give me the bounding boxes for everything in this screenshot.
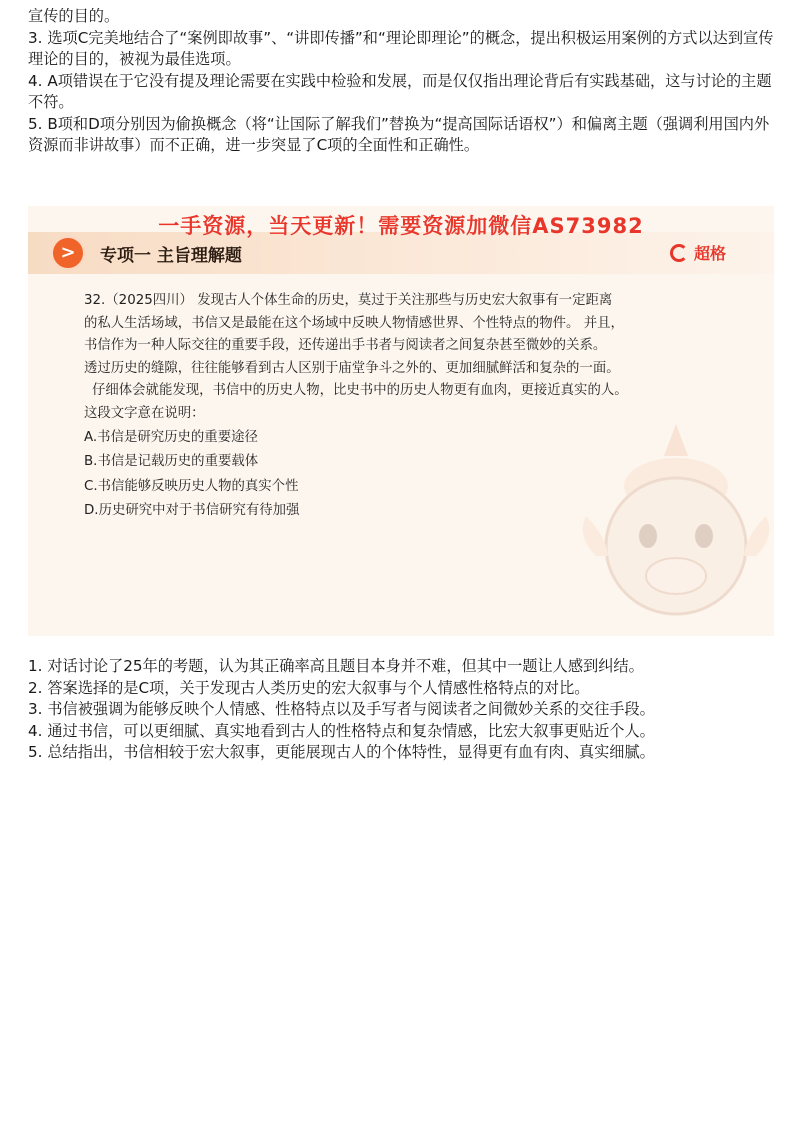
brand-logo bbox=[670, 241, 726, 264]
question-line: 的私人生活场域，书信又是最能在这个场域中反映人物情感世界、个性特点的物件。 并且， bbox=[84, 315, 624, 331]
question-stem bbox=[84, 290, 744, 426]
question-slide-image bbox=[28, 206, 774, 636]
summary-text bbox=[28, 656, 776, 764]
summary-line: 2. 答案选择的是C项，关于发现古人类历史的宏大叙事与个人情感性格特点的对比。 bbox=[28, 678, 590, 697]
answer-options bbox=[84, 426, 299, 524]
option-a: A.书信是研究历史的重要途径 bbox=[84, 430, 258, 445]
option-c: C.书信能够反映历史人物的真实个性 bbox=[84, 478, 299, 494]
section-title: 专项一 主旨理解题 bbox=[100, 246, 242, 266]
intro-line: 4. A项错误在于它没有提及理论需要在实践中检验和发展，而是仅仅指出理论背后有实践基础，这与讨论的主题不符。 bbox=[28, 71, 772, 111]
logo-text: 超格 bbox=[693, 244, 726, 263]
promo-banner: 一手资源，当天更新！需要资源加微信AS73982 bbox=[158, 214, 644, 238]
question-line: 书信作为一种人际交往的重要手段，还传递出手书者与阅读者之间复杂甚至微妙的关系。 bbox=[84, 338, 607, 354]
chevron-right-icon: > bbox=[50, 235, 86, 271]
summary-line: 4. 通过书信，可以更细腻、真实地看到古人的性格特点和复杂情感，比宏大叙事更贴近个人。 bbox=[28, 721, 655, 740]
option-d: D.历史研究中对于书信研究有待加强 bbox=[84, 503, 300, 519]
summary-line: 5. 总结指出，书信相较于宏大叙事，更能展现古人的个体特性，显得更有血有肉、真实细腻。 bbox=[28, 743, 655, 761]
summary-line: 1. 对话讨论了25年的考题，认为其正确率高且题目本身并不难，但其中一题让人感到纠结。 bbox=[28, 657, 644, 675]
unicorn-mascot-icon bbox=[576, 416, 774, 636]
option-b: B.书信是记载历史的重要载体 bbox=[84, 454, 259, 470]
question-line: 32.（2025四川） 发现古人个体生命的历史，莫过于关注那些与历史宏大叙事有一定距离 bbox=[84, 293, 613, 308]
question-prompt: 这段文字意在说明： bbox=[84, 405, 205, 421]
summary-line: 3. 书信被强调为能够反映个人情感、性格特点以及手写者与阅读者之间微妙关系的交往手段。 bbox=[28, 700, 655, 718]
intro-line: 5. B项和D项分别因为偷换概念（将“让国际了解我们”替换为“提高国际话语权”）和偏离主题（强调利用国内外资源而非讲故事）而不正确，进一步突显了C项的全面性和正确性。 bbox=[28, 114, 770, 154]
question-line: 透过历史的缝隙，往往能够看到古人区别于庙堂争斗之外的、更加细腻鲜活和复杂的一面。 bbox=[84, 360, 620, 376]
intro-line: 宣传的目的。 bbox=[28, 7, 120, 25]
logo-mark-icon bbox=[670, 244, 688, 262]
intro-text bbox=[28, 6, 776, 157]
intro-line: 3. 选项C完美地结合了“案例即故事”、“讲即传播”和“理论即理论”的概念，提出积极运用案例的方式以达到宣传理论的目的，被视为最佳选项。 bbox=[28, 28, 774, 68]
question-line: 仔细体会就能发现，书信中的历史人物，比史书中的历史人物更有血肉，更接近真实的人。 bbox=[92, 383, 628, 399]
